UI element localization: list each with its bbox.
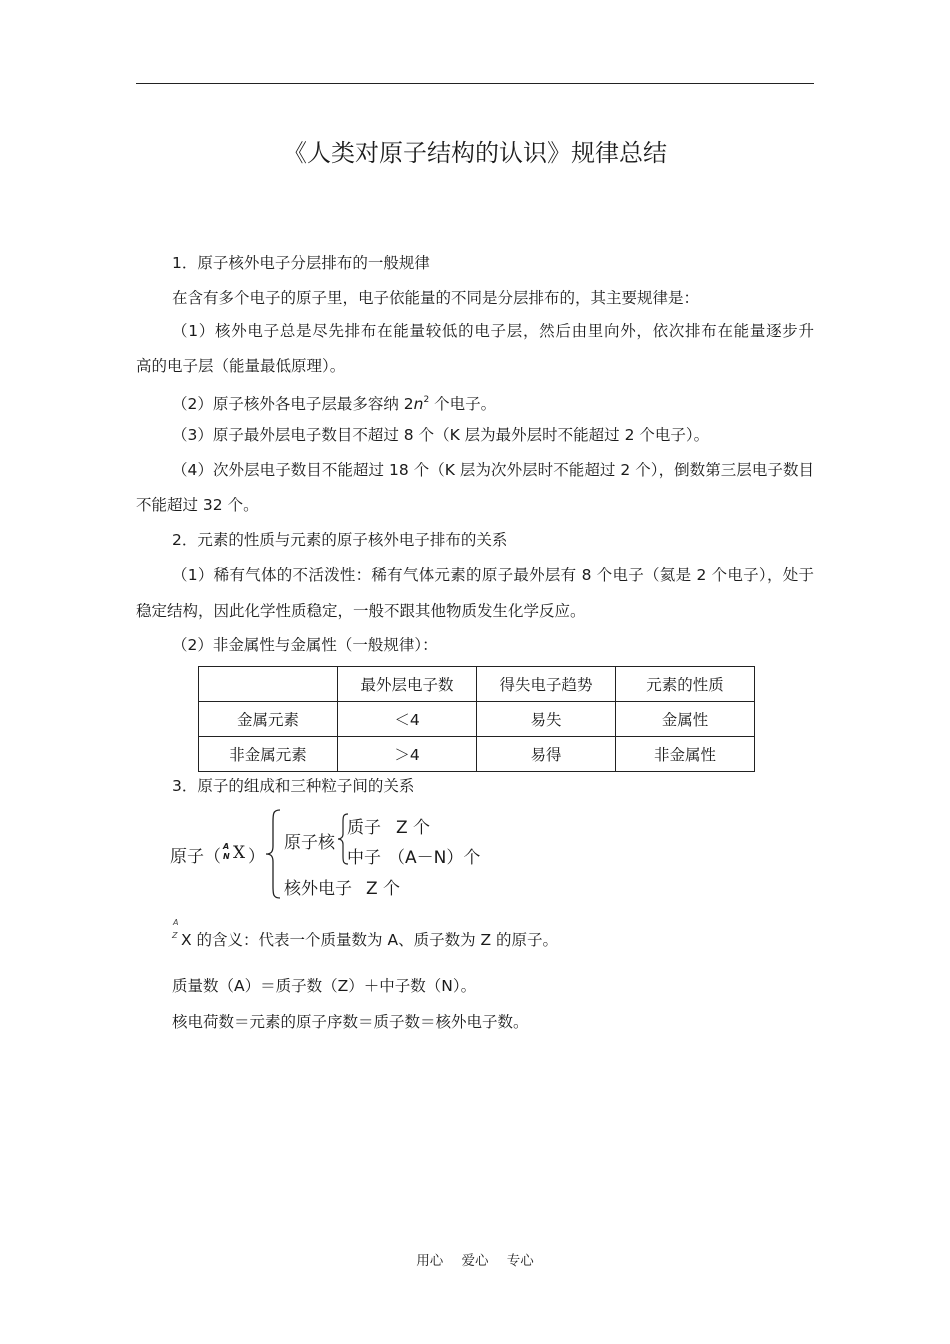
atom-symbol-X: X bbox=[233, 843, 246, 863]
atom-close-paren: ） bbox=[248, 847, 265, 867]
section-2-p2: （2）非金属性与金属性（一般规律）： bbox=[172, 636, 438, 654]
table-header-row bbox=[199, 667, 755, 702]
section-2-p1-line-2: 稳定结构，因此化学性质稳定，一般不跟其他物质发生化学反应。 bbox=[136, 602, 586, 620]
rule-1-line-2: 高的电子层（能量最低原理）。 bbox=[136, 357, 346, 375]
outer-brace-icon bbox=[264, 808, 284, 900]
table-header-cell: 最外层电子数 bbox=[338, 667, 477, 702]
table-header-cell bbox=[199, 667, 338, 702]
footer-item: 专心 bbox=[506, 1253, 534, 1269]
nuclide-sub-Z: Z bbox=[172, 931, 178, 940]
neutron-count: （A－N）个 bbox=[388, 848, 481, 868]
rule-2 bbox=[172, 390, 496, 414]
section-2-p1-line-1: （1）稀有气体的不活泼性：稀有气体元素的原子最外层有 8 个电子（氦是 2 个电子），处于 bbox=[172, 566, 814, 584]
rule-2-var: n bbox=[413, 395, 424, 413]
neutron-label: 中子 bbox=[347, 848, 381, 868]
table-cell: 非金属元素 bbox=[199, 737, 338, 772]
electron-label: 核外电子 bbox=[284, 879, 352, 899]
rule-3: （3）原子最外层电子数目不超过 8 个（K 层为最外层时不能超过 2 个电子）。 bbox=[172, 426, 710, 444]
table-cell: 金属元素 bbox=[199, 702, 338, 737]
table-cell: ＞4 bbox=[338, 737, 477, 772]
table-cell: 非金属性 bbox=[616, 737, 755, 772]
nucleus-label: 原子核 bbox=[284, 833, 335, 853]
rule-1-line-1: （1）核外电子总是尽先排布在能量较低的电子层，然后由里向外，依次排布在能量逐步升 bbox=[172, 322, 814, 340]
page-footer bbox=[0, 1249, 950, 1269]
property-table bbox=[198, 666, 755, 772]
table-cell: ＜4 bbox=[338, 702, 477, 737]
section-1-heading: 1．原子核外电子分层排布的一般规律 bbox=[172, 254, 430, 272]
rule-2-sup: 2 bbox=[423, 395, 430, 405]
section-3-heading: 3．原子的组成和三种粒子间的关系 bbox=[172, 777, 415, 795]
table-header-cell: 得失电子趋势 bbox=[477, 667, 616, 702]
table-cell: 易失 bbox=[477, 702, 616, 737]
rule-2-prefix: （2）原子核外各电子层最多容纳 2 bbox=[172, 395, 414, 413]
table-header-cell: 元素的性质 bbox=[616, 667, 755, 702]
mass-number-relation: 质量数（A）＝质子数（Z）＋中子数（N）。 bbox=[172, 977, 477, 995]
footer-item: 用心 bbox=[416, 1253, 444, 1269]
table-row bbox=[199, 737, 755, 772]
section-2-heading: 2．元素的性质与元素的原子核外电子排布的关系 bbox=[172, 531, 508, 549]
electron-count: Z 个 bbox=[366, 879, 401, 899]
section-1-intro: 在含有多个电子的原子里，电子依能量的不同是分层排布的，其主要规律是： bbox=[172, 289, 700, 307]
atom-symbol-N: N bbox=[223, 852, 230, 861]
footer-item: 爱心 bbox=[461, 1253, 489, 1269]
atom-structure-diagram bbox=[166, 806, 506, 902]
table-row bbox=[199, 702, 755, 737]
table-cell: 易得 bbox=[477, 737, 616, 772]
atom-symbol-A: A bbox=[223, 842, 230, 851]
nuclear-charge-relation: 核电荷数＝元素的原子序数＝质子数＝核外电子数。 bbox=[172, 1013, 529, 1031]
rule-4-line-2: 不能超过 32 个。 bbox=[136, 496, 259, 514]
header-rule bbox=[136, 83, 814, 84]
proton-label: 质子 bbox=[347, 818, 381, 838]
rule-4-line-1: （4）次外层电子数目不能超过 18 个（K 层为次外层时不能超过 2 个），倒数第三层电子数目 bbox=[172, 461, 814, 479]
rule-2-suffix: 个电子。 bbox=[429, 395, 497, 413]
document-title: 《人类对原子结构的认识》规律总结 bbox=[283, 139, 667, 167]
nuclide-meaning: X 的含义：代表一个质量数为 A、质子数为 Z 的原子。 bbox=[181, 931, 559, 949]
table-cell: 金属性 bbox=[616, 702, 755, 737]
proton-count: Z 个 bbox=[396, 818, 431, 838]
atom-label: 原子（ bbox=[170, 847, 221, 867]
nuclide-sup-A: A bbox=[173, 918, 179, 927]
